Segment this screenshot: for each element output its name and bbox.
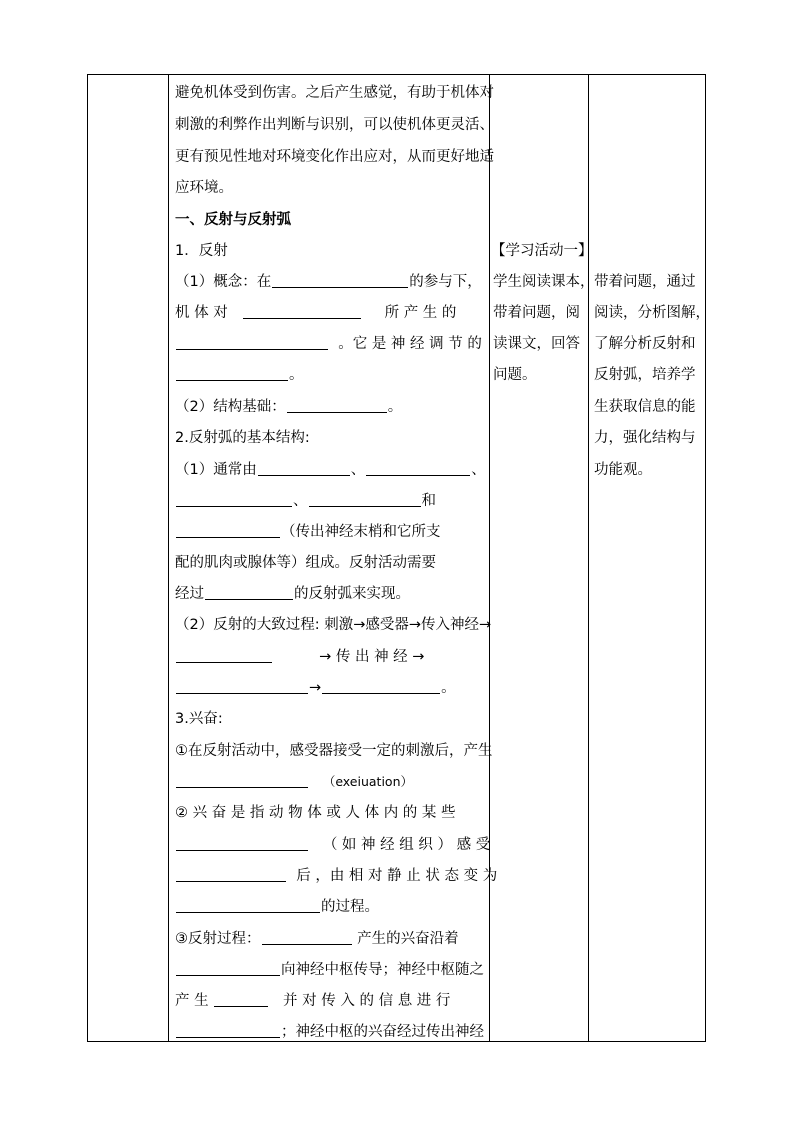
- process-arrow: →: [309, 680, 322, 696]
- blank-field[interactable]: [322, 678, 440, 694]
- concept-text-b: 的参与下，: [409, 274, 482, 290]
- blank-field[interactable]: [176, 897, 320, 913]
- lesson-table: [87, 74, 710, 1042]
- blank-field[interactable]: [176, 772, 308, 788]
- process-line-3: [175, 672, 456, 704]
- concept-line-4: [175, 359, 304, 391]
- excitation-line-9: [175, 985, 450, 1017]
- process-end: 。: [441, 680, 456, 696]
- excitation-line-6: [175, 891, 379, 923]
- concept-line-2: [175, 297, 456, 329]
- concept-line-3: [175, 328, 482, 360]
- blank-field[interactable]: [214, 991, 268, 1007]
- excitation-text-c: 的过程。: [321, 899, 379, 915]
- excitation-line-8: [175, 954, 484, 986]
- arc-and: 和: [421, 493, 436, 509]
- purpose-line-6: 力，强化结构与: [594, 430, 696, 446]
- blank-field[interactable]: [176, 522, 280, 538]
- blank-field[interactable]: [258, 460, 350, 476]
- arc-line-2: [175, 485, 436, 517]
- excitation-line-3: ② 兴 奋 是 指 动 物 体 或 人 体 内 的 某 些: [175, 805, 456, 821]
- excitation-text-b: 后 ，由 相 对 静 止 状 态 变 为: [296, 868, 498, 884]
- structure-basis-line: [175, 391, 402, 423]
- concept-line-1: [175, 266, 482, 298]
- excitation-line-5: [175, 860, 497, 892]
- arc-text-b: （传出神经末梢和它所支: [281, 524, 441, 540]
- blank-field[interactable]: [262, 929, 352, 945]
- blank-field[interactable]: [176, 835, 308, 851]
- column-divider-1: [168, 75, 169, 1041]
- concept-text-d: 所 产 生 的: [384, 305, 457, 321]
- arc-line-3: [175, 516, 441, 548]
- purpose-line-1: 带着问题，通过: [594, 274, 696, 290]
- process-line-1: （2）反射的大致过程: 刺激→感受器→传入神经→: [175, 617, 492, 633]
- blank-field[interactable]: [287, 397, 387, 413]
- concept-text-a: （1）概念：在: [175, 274, 272, 290]
- excitation-line-2: [175, 766, 413, 798]
- excitation-line-10: [175, 1016, 484, 1048]
- blank-field[interactable]: [205, 584, 293, 600]
- reflex-title: 1．反射: [175, 243, 228, 259]
- arc-line-5: [175, 578, 410, 610]
- student-activity-column: [489, 75, 595, 1041]
- purpose-line-4: 反射弧，培养学: [594, 367, 696, 383]
- content-column: [175, 75, 498, 1041]
- concept-text-e: 。它 是 神 经 调 节 的: [338, 336, 482, 352]
- activity-line-3: 读课文，回答: [493, 336, 580, 352]
- excitation-text-i: ；神经中枢的兴奋经过传出神经: [281, 1024, 484, 1040]
- structure-text-b: 。: [387, 399, 403, 415]
- blank-field[interactable]: [366, 460, 470, 476]
- blank-field[interactable]: [176, 678, 308, 694]
- blank-field[interactable]: [309, 491, 421, 507]
- excitation-text-f: 向神经中枢传导；神经中枢随之: [281, 962, 484, 978]
- blank-field[interactable]: [176, 491, 292, 507]
- concept-text-c: 机 体 对: [175, 305, 228, 321]
- purpose-line-7: 功能观。: [594, 462, 652, 478]
- blank-field[interactable]: [176, 1022, 280, 1038]
- excitation-en: （exeiuation）: [322, 774, 414, 789]
- excitation-line-4: [175, 829, 490, 861]
- arc-text-a: （1）通常由: [175, 462, 257, 478]
- arc-sep: 、: [471, 462, 486, 478]
- intro-line-1: 避免机体受到伤害。之后产生感觉，有助于机体对: [175, 85, 494, 101]
- activity-title: 【学习活动一】: [491, 243, 593, 259]
- excitation-text-d: ③反射过程：: [175, 931, 261, 947]
- process-line-2: [175, 641, 424, 673]
- intro-line-3: 更有预见性地对环境变化作出应对，从而更好地适: [175, 149, 494, 165]
- structure-text-a: （2）结构基础：: [175, 399, 286, 415]
- arc-sep: 、: [350, 462, 366, 478]
- excitation-line-7: [175, 923, 459, 955]
- arc-text-d: 的反射弧来实现。: [294, 586, 410, 602]
- blank-field[interactable]: [272, 272, 408, 288]
- excitation-text-e: 产生的兴奋沿着: [357, 931, 459, 947]
- reflex-arc-title: 2.反射弧的基本结构:: [175, 430, 310, 446]
- activity-line-2: 带着问题，阅: [493, 305, 580, 321]
- arc-sep: 、: [293, 493, 308, 509]
- purpose-line-3: 了解分析反射和: [594, 336, 696, 352]
- blank-field[interactable]: [176, 365, 288, 381]
- purpose-line-2: 阅读，分析图解，: [594, 305, 710, 321]
- activity-line-1: 学生阅读课本，: [493, 274, 595, 290]
- activity-line-4: 问题。: [493, 367, 537, 383]
- intro-line-2: 刺激的利弊作出判断与识别，可以使机体更灵活、: [175, 117, 494, 133]
- arc-line-4: 配的肌肉或腺体等）组成。反射活动需要: [175, 555, 436, 571]
- blank-field[interactable]: [176, 960, 280, 976]
- concept-text-f: 。: [289, 367, 304, 383]
- arc-text-c: 经过: [175, 586, 204, 602]
- blank-field[interactable]: [176, 866, 286, 882]
- section-title: 一、反射与反射弧: [175, 212, 291, 228]
- excitation-text-g: 产 生: [175, 993, 209, 1009]
- blank-field[interactable]: [176, 647, 272, 663]
- blank-field[interactable]: [176, 334, 328, 350]
- excitation-title: 3.兴奋:: [175, 711, 223, 727]
- intro-line-4: 应环境。: [175, 180, 233, 196]
- excitation-line-1: ①在反射活动中，感受器接受一定的刺激后，产生: [175, 743, 493, 759]
- purpose-line-5: 生获取信息的能: [594, 399, 696, 415]
- excitation-text-a: （ 如 神 经 组 织 ） 感 受: [322, 837, 491, 853]
- excitation-text-h: 并 对 传 入 的 信 息 进 行: [283, 993, 451, 1009]
- blank-field[interactable]: [243, 303, 361, 319]
- process-text: → 传 出 神 经 →: [319, 649, 425, 665]
- design-purpose-column: [588, 75, 710, 1041]
- arc-line-1: [175, 454, 486, 486]
